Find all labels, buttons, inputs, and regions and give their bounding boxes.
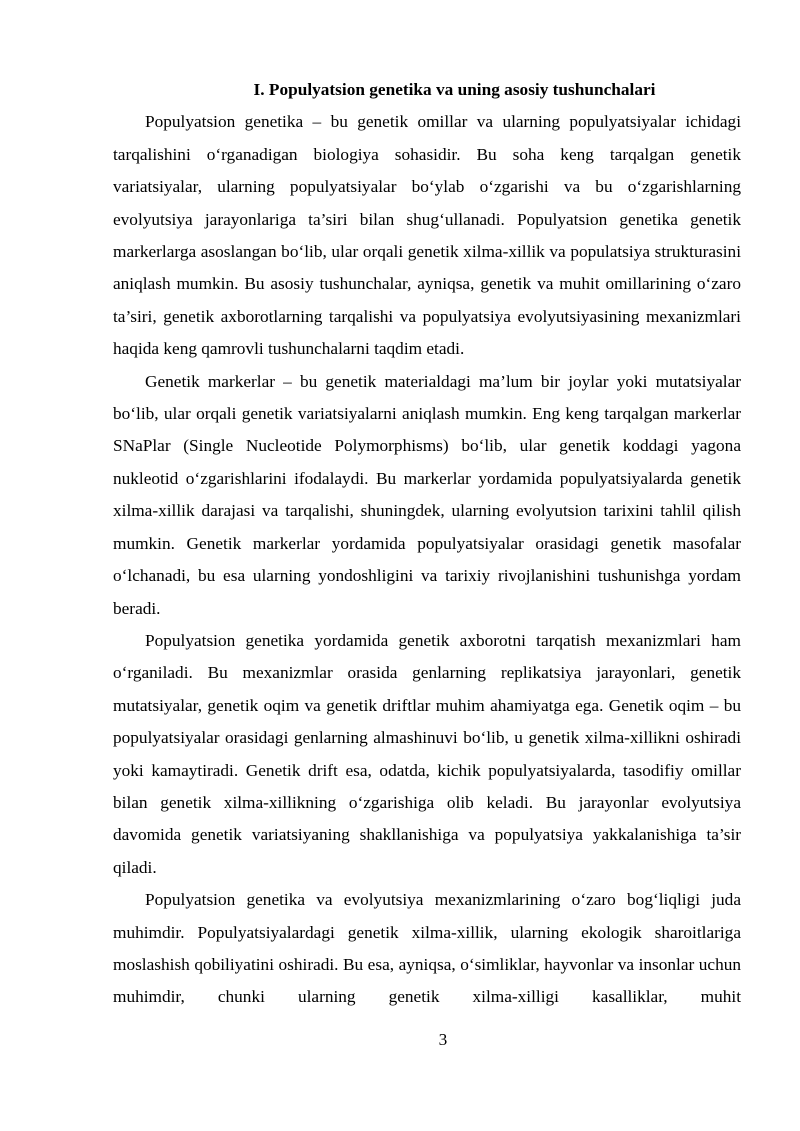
paragraph-2: Genetik markerlar – bu genetik materialdagi ma’lum bir joylar yoki mutatsiyalar bo‘lib, ular orqali genetik variatsiyalarni aniqlash mumkin. Eng keng tarqalgan markerlar SNaPlar (Single Nucleotide Polymorphisms) bo‘lib, ular genetik koddagi yagona nukleotid o‘zgarishlarini ifodalaydi. Bu markerlar yordamida populyatsiyalarda genetik xilma-xillik darajasi va tarqalishi, shuningdek, ularning evolyutsion tarixini tahlil qilish mumkin. Genetik markerlar yordamida populyatsiyalar orasidagi genetik masofalar o‘lchanadi, bu esa ularning yondoshligini va tarixiy rivojlanishini tushunishga yordam beradi. (113, 371, 741, 618)
paragraph-1: Populyatsion genetika – bu genetik omillar va ularning populyatsiyalar ichidagi tarqalishini o‘rganadigan biologiya sohasidir. Bu soha keng tarqalgan genetik variatsiyalar, ularning populyatsiyalar bo‘ylab o‘zgarishi va bu o‘zgarishlarning evolyutsiya jarayonlariga ta’siri bilan shug‘ullanadi. Populyatsion genetika genetik markerlarga asoslangan bo‘lib, ular orqali genetik xilma-xillik va populatsiya strukturasini aniqlash mumkin. Bu asosiy tushunchalar, ayniqsa, genetik va muhit omillarining o‘zaro ta’siri, genetik axborotlarning tarqalishi va populyatsiya evolyutsiyasining mexanizmlari haqida keng qamrovli tushunchalarni taqdim etadi. (113, 112, 741, 359)
paragraph-4: Populyatsion genetika va evolyutsiya mexanizmlarining o‘zaro bog‘liqligi juda muhimdir. Populyatsiyalardagi genetik xilma-xillik, ularning ekologik sharoitlariga moslashish qobiliyatini oshiradi. Bu esa, ayniqsa, o‘simliklar, hayvonlar va insonlar uchun muhimdir, chunki ularning genetik xilma-xilligi kasalliklar, muhit (113, 890, 741, 1007)
paragraph-3: Populyatsion genetika yordamida genetik axborotni tarqatish mexanizmlari ham o‘rganiladi. Bu mexanizmlar orasida genlarning replikatsiya jarayonlari, genetik mutatsiyalar, genetik oqim va genetik driftlar muhim ahamiyatga ega. Genetik oqim – bu populyatsiyalar orasidagi genlarning almashinuvi bo‘lib, u genetik xilma-xillikni oshiradi yoki kamaytiradi. Genetik drift esa, odatda, kichik populyatsiyalarda, tasodifiy omillar bilan genetik xilma-xillikning o‘zgarishiga olib keladi. Bu jarayonlar evolyutsiya davomida genetik variatsiyaning shakllanishiga va populyatsiya yakkalanishiga ta’sir qiladi. (113, 630, 741, 877)
section-heading: I. Populyatsion genetika va uning asosiy tushunchalari (253, 80, 656, 99)
page-number: 3 (438, 1030, 448, 1049)
page-content (113, 74, 741, 1014)
